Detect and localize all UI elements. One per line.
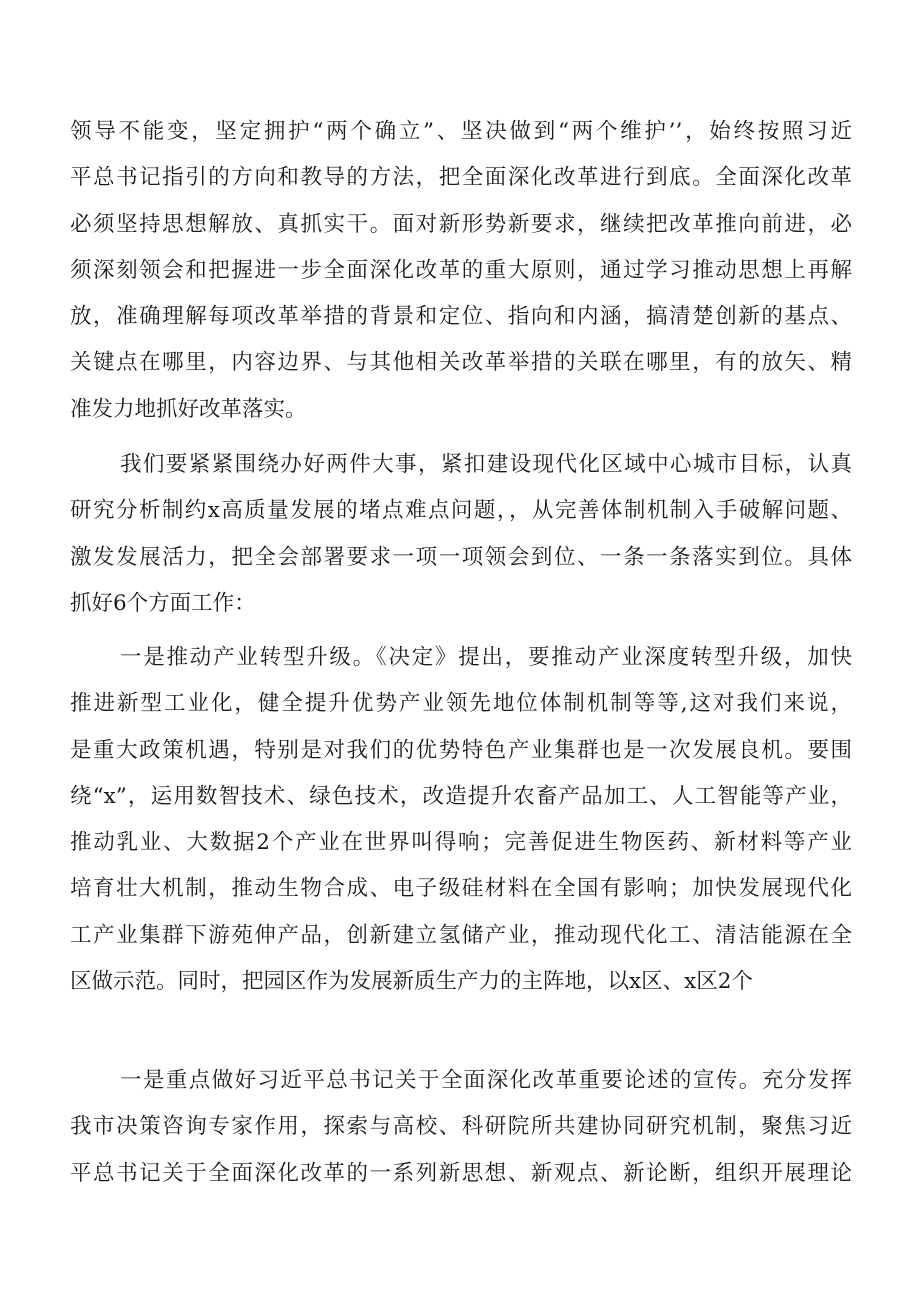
text-line: 平总书记关于全面深化改革的一系列新思想、新观点、新论断，组织开展理论 — [70, 1160, 852, 1186]
text-line: 区做示范。同时，把园区作为发展新质生产力的主阵地，以x区、x区2个 — [70, 969, 753, 995]
paragraph-2 — [70, 442, 852, 627]
text-line: 平总书记指引的方向和教导的方法，把全面深化改革进行到底。全面深化改革 — [70, 165, 852, 191]
text-line: 一是推动产业转型升级。《决定》提出，要推动产业深度转型升级，加快 — [120, 645, 852, 670]
text-line: 抓好6个方面工作： — [70, 590, 256, 616]
text-line: 我们要紧紧围绕办好两件大事，紧扣建设现代化区域中心城市目标，认真 — [120, 452, 852, 477]
paragraph-3 — [70, 635, 852, 1005]
text-line: 研究分析制约x高质量发展的堵点难点问题，，从完善体制机制入手破解问题、 — [70, 498, 852, 524]
text-line: 推动乳业、大数据2个产业在世界叫得响；完善促进生物医药、新材料等产业 — [70, 830, 852, 856]
text-line: 放，准确理解每项改革举措的背景和定位、指向和内涵，搞清楚创新的基点、 — [70, 304, 852, 330]
text-line: 准发力地抓好改革落实。 — [70, 396, 307, 422]
text-line: 推进新型工业化，健全提升优势产业领先地位体制机制等等,这对我们来说， — [70, 691, 852, 717]
text-line: 我市决策咨询专家作用，探索与高校、科研院所共建协同研究机制，聚焦习近 — [70, 1114, 852, 1140]
text-line: 激发发展活力，把全会部署要求一项一项领会到位、一条一条落实到位。具体 — [70, 544, 852, 570]
paragraph-4 — [70, 1058, 852, 1197]
text-line: 一是重点做好习近平总书记关于全面深化改革重要论述的宣传。充分发挥 — [120, 1068, 852, 1093]
text-line: 领导不能变，坚定拥护“两个确立”、坚决做到“两个维护’’，始终按照习近 — [70, 119, 852, 144]
paragraph-1 — [70, 109, 852, 433]
text-line: 培育壮大机制，推动生物合成、电子级硅材料在全国有影响；加快发展现代化 — [70, 876, 852, 902]
text-line: 是重大政策机遇，特别是对我们的优势特色产业集群也是一次发展良机。要围 — [70, 737, 852, 763]
text-line: 须深刻领会和把握进一步全面深化改革的重大原则，通过学习推动思想上再解 — [70, 257, 852, 283]
text-line: 关键点在哪里，内容边界、与其他相关改革举措的关联在哪里，有的放矢、精 — [70, 350, 852, 376]
text-line: 工产业集群下游苑伸产品，创新建立氢储产业，推动现代化工、清洁能源在全 — [70, 922, 852, 948]
text-line: 绕“x”，运用数智技术、绿色技术，改造提升农畜产品加工、人工智能等产业， — [70, 783, 852, 809]
text-line: 必须坚持思想解放、真抓实干。面对新形势新要求，继续把改革推向前进，必 — [70, 211, 852, 237]
